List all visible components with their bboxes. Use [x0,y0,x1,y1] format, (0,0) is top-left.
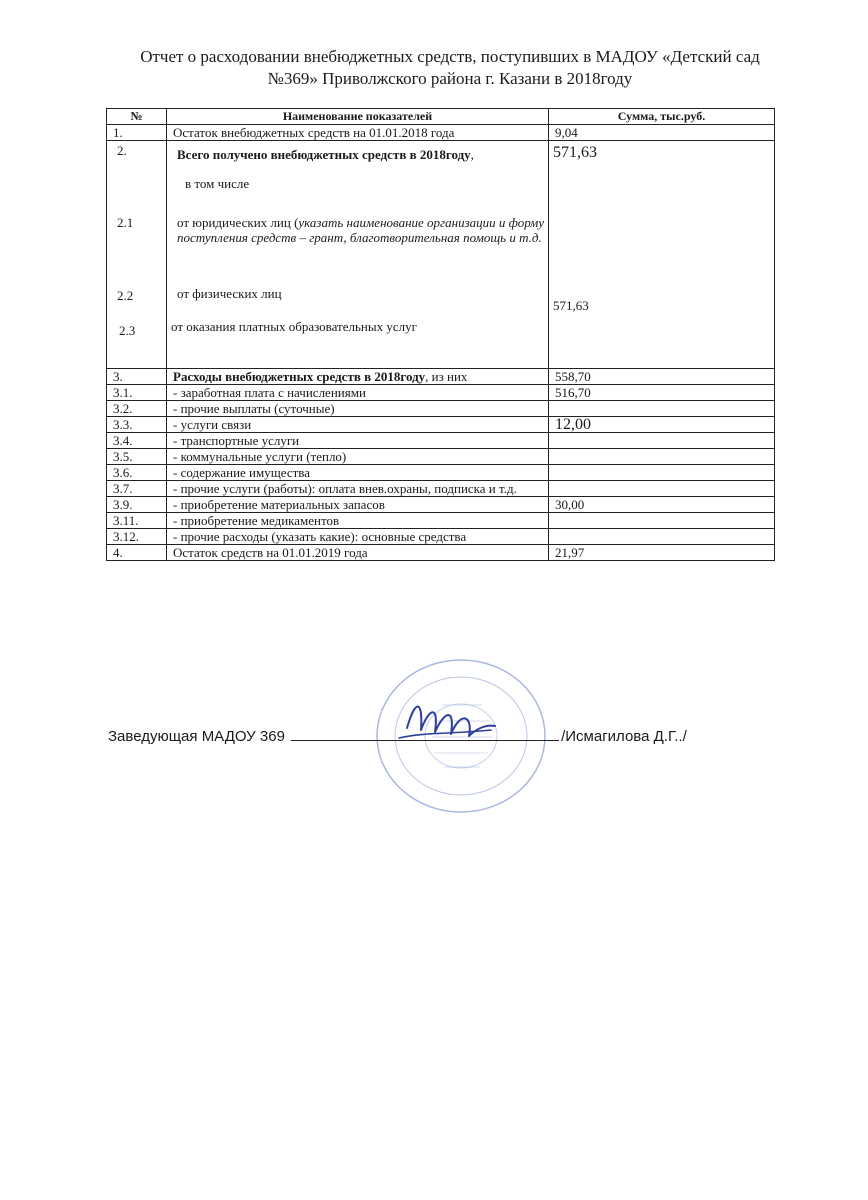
table-row [107,125,775,141]
paid-services-label: от оказания платных образовательных услуг [171,319,417,334]
row-num: 3. [107,369,167,385]
legal-entities-italic: указать наименование организации и форму поступления средств – грант, благотворительная помощь и т.д. [177,215,545,245]
header-name: Наименование показателей [167,109,549,125]
row-name: - услуги связи [167,417,549,433]
table-row [107,545,775,561]
legal-entities-label [177,215,545,245]
table-row-expenses-total [107,369,775,385]
table-row [107,417,775,433]
page-title [110,46,790,90]
table-row [107,513,775,529]
title-line-2: №369» Приволжского района г. Казани в 2018году [267,69,633,88]
row-sum [549,465,775,481]
row-num: 3.11. [107,513,167,529]
table-row [107,385,775,401]
income-name-cell [167,141,549,369]
table-header-row [107,109,775,125]
row-num: 3.9. [107,497,167,513]
row-num: 4. [107,545,167,561]
row-num: 2. [117,143,127,158]
row-sum [549,401,775,417]
row-name: - содержание имущества [167,465,549,481]
row-num: 2.2 [117,288,134,303]
legal-entities-plain: от юридических лиц ( [177,215,299,230]
row-num: 3.6. [107,465,167,481]
row-num: 3.5. [107,449,167,465]
row-num: 1. [107,125,167,141]
row-sum: 9,04 [549,125,775,141]
row-sum [549,433,775,449]
header-num: № [107,109,167,125]
income-total-bold: Всего получено внебюджетных средств в 2018году [177,147,471,162]
row-name: - заработная плата с начислениями [167,385,549,401]
income-sum-cell [549,141,775,369]
table-row [107,433,775,449]
income-total-label [177,147,474,162]
income-total-tail: , [470,147,474,162]
row-name: - прочие расходы (указать какие): основные средства [167,529,549,545]
row-sum: 558,70 [549,369,775,385]
expenses-total-tail: , из них [425,369,468,384]
row-num: 3.7. [107,481,167,497]
title-line-1: Отчет о расходовании внебюджетных средств, поступивших в МАДОУ «Детский сад [140,47,760,66]
row-sum: 30,00 [549,497,775,513]
including-label: в том числе [185,176,250,191]
expenses-total-bold: Расходы внебюджетных средств в 2018году [173,369,426,384]
row-num: 3.12. [107,529,167,545]
header-sum: Сумма, тыс.руб. [549,109,775,125]
income-total-sum: 571,63 [553,144,597,161]
signature-role: Заведующая МАДОУ 369 [108,728,285,745]
row-num: 3.3. [107,417,167,433]
table-row [107,449,775,465]
row-num: 2.3 [119,323,136,338]
signature-line [108,728,687,745]
row-sum [549,449,775,465]
table-row [107,401,775,417]
individuals-label: от физических лиц [177,286,282,301]
report-table [106,108,775,561]
row-name: Остаток средств на 01.01.2019 года [167,545,549,561]
row-num: 3.4. [107,433,167,449]
row-sum [549,513,775,529]
row-name: - прочие выплаты (суточные) [167,401,549,417]
row-name: - транспортные услуги [167,433,549,449]
row-num: 3.1. [107,385,167,401]
row-num: 2.1 [117,215,134,230]
row-sum [549,529,775,545]
table-row [107,497,775,513]
paid-services-sum: 571,63 [553,298,589,313]
table-row [107,465,775,481]
row-name: - коммунальные услуги (тепло) [167,449,549,465]
row-sum [549,481,775,497]
table-row-income [107,141,775,369]
row-name: Остаток внебюджетных средств на 01.01.2018 года [167,125,549,141]
row-name: - прочие услуги (работы): оплата внев.охраны, подписка и т.д. [167,481,549,497]
table-row [107,529,775,545]
row-sum: 12,00 [549,417,775,433]
row-name [167,369,549,385]
income-num-cell [107,141,167,369]
signature-name: /Исмагилова Д.Г../ [561,728,687,745]
row-name: - приобретение материальных запасов [167,497,549,513]
signature-underline [291,728,559,741]
table-row [107,481,775,497]
row-sum: 516,70 [549,385,775,401]
row-name: - приобретение медикаментов [167,513,549,529]
row-sum: 21,97 [549,545,775,561]
row-num: 3.2. [107,401,167,417]
